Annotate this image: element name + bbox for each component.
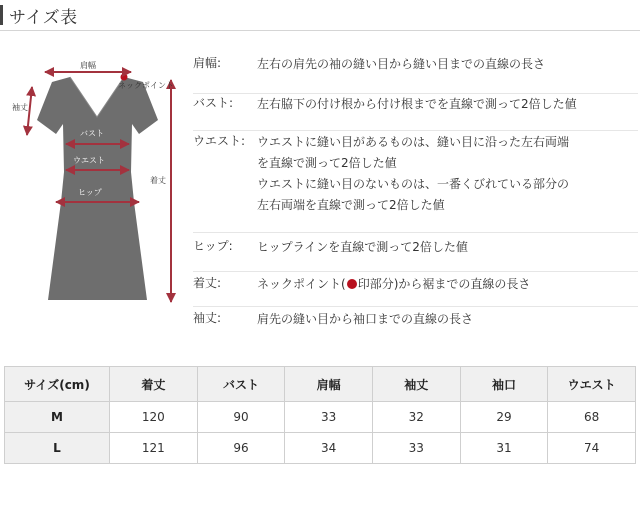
table-cell: 121 — [110, 433, 198, 464]
definition-key: ウエスト: — [193, 134, 246, 148]
page-title: サイズ表 — [9, 8, 78, 28]
definition-hip — [193, 237, 638, 272]
definition-text — [257, 237, 638, 258]
definition-fragment: 印部分)から裾までの直線の長さ — [357, 277, 531, 291]
definition-text — [257, 94, 638, 115]
neck-point-marker-icon — [347, 279, 357, 289]
shoulder-label: 肩幅 — [80, 61, 96, 70]
definition-key: 袖丈: — [193, 311, 222, 325]
table-cell: 68 — [548, 402, 636, 433]
definition-key: 着丈: — [193, 276, 222, 290]
column-header: ウエスト — [548, 367, 636, 402]
definition-line: 左右の肩先の袖の縫い目から縫い目までの直線の長さ — [257, 57, 546, 71]
definition-waist — [193, 132, 638, 233]
definition-sleeve — [193, 309, 638, 337]
definition-length — [193, 274, 638, 307]
definition-line: 左右両端を直線で測って2倍した値 — [257, 198, 445, 212]
column-header: 肩幅 — [285, 367, 373, 402]
column-header: サイズ(cm) — [5, 367, 110, 402]
definition-text — [257, 132, 638, 216]
definition-fragment: ネックポイント( — [257, 277, 346, 291]
definition-line: を直線で測って2倍した値 — [257, 156, 397, 170]
definition-text — [257, 274, 638, 295]
definition-key: 肩幅: — [193, 56, 222, 70]
table-cell: 74 — [548, 433, 636, 464]
definition-key: バスト: — [193, 96, 234, 110]
table-cell: 96 — [197, 433, 285, 464]
definition-bust — [193, 94, 638, 131]
table-cell: 120 — [110, 402, 198, 433]
column-header: 着丈 — [110, 367, 198, 402]
page-header — [0, 0, 640, 30]
column-header: 袖丈 — [372, 367, 460, 402]
header-accent-bar — [0, 5, 3, 25]
length-label: 着丈 — [150, 176, 166, 185]
hip-label: ヒップ — [78, 188, 102, 197]
table-cell: 33 — [285, 402, 373, 433]
column-header: バスト — [197, 367, 285, 402]
column-header: 袖口 — [460, 367, 548, 402]
measurement-definitions — [193, 58, 638, 337]
table-row — [5, 402, 636, 433]
waist-label: ウエスト — [73, 156, 105, 165]
table-cell: 32 — [372, 402, 460, 433]
header-divider — [0, 30, 640, 31]
size-label: M — [5, 402, 110, 433]
definition-line: ウエストに縫い目のないものは、一番くびれている部分の — [257, 177, 570, 191]
size-table-header-row — [5, 367, 636, 402]
table-cell: 34 — [285, 433, 373, 464]
table-row — [5, 433, 636, 464]
definition-shoulder — [193, 54, 638, 94]
size-label: L — [5, 433, 110, 464]
definition-line: ヒップラインを直線で測って2倍した値 — [257, 240, 468, 254]
sleeve-label: 袖丈 — [12, 103, 28, 112]
definition-line: ウエストに縫い目があるものは、縫い目に沿った左右両端 — [257, 135, 570, 149]
definition-text — [257, 54, 638, 75]
table-cell: 33 — [372, 433, 460, 464]
definition-text — [257, 309, 638, 330]
definition-key: ヒップ: — [193, 239, 233, 253]
definition-line: 肩先の縫い目から袖口までの直線の長さ — [257, 312, 474, 326]
table-cell: 29 — [460, 402, 548, 433]
garment-diagram — [0, 40, 195, 320]
table-cell: 31 — [460, 433, 548, 464]
bust-label: バスト — [80, 129, 104, 138]
table-cell: 90 — [197, 402, 285, 433]
size-table — [4, 366, 636, 464]
definition-line — [257, 274, 638, 295]
definition-line: 左右脇下の付け根から付け根までを直線で測って2倍した値 — [257, 97, 577, 111]
neck-point-label: ネックポイント — [118, 81, 174, 90]
